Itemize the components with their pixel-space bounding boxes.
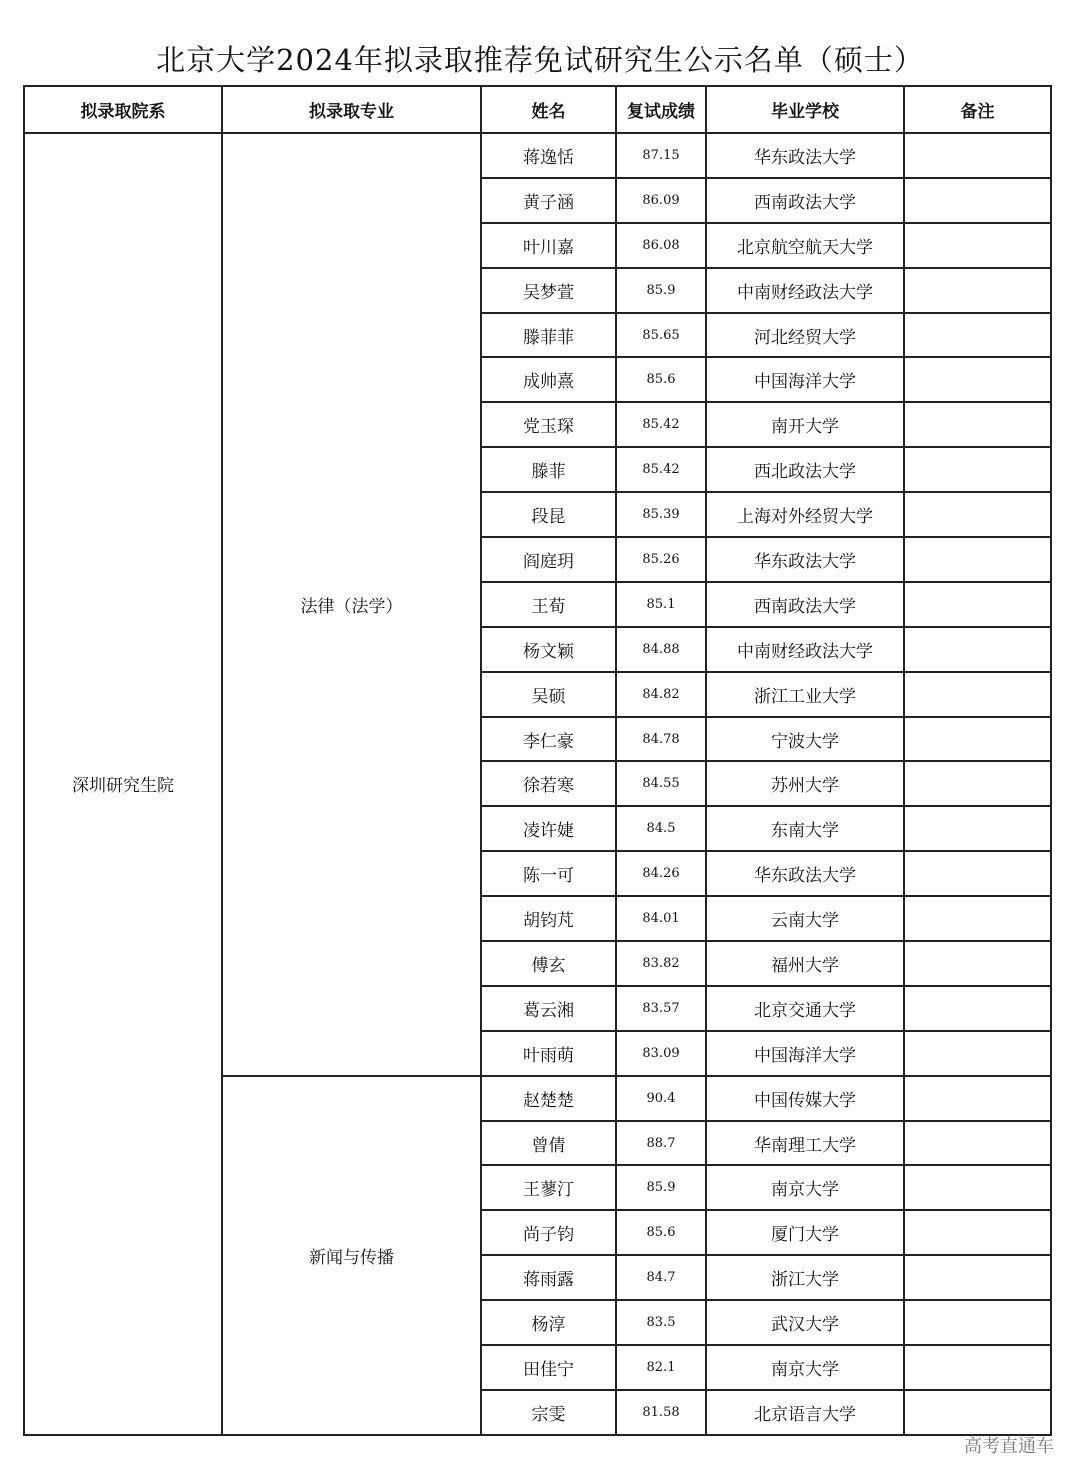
score-cell: 83.5 <box>616 1300 706 1345</box>
note-cell <box>904 986 1051 1031</box>
note-cell <box>904 357 1051 402</box>
school-cell: 浙江大学 <box>706 1255 904 1300</box>
score-cell: 84.7 <box>616 1255 706 1300</box>
student-name-cell: 杨文颖 <box>481 627 616 672</box>
student-name-cell: 滕菲菲 <box>481 313 616 358</box>
score-cell: 85.26 <box>616 537 706 582</box>
score-cell: 87.15 <box>616 133 706 178</box>
school-cell: 北京交通大学 <box>706 986 904 1031</box>
header-note: 备注 <box>904 86 1051 133</box>
school-cell: 西南政法大学 <box>706 582 904 627</box>
student-name-cell: 党玉琛 <box>481 402 616 447</box>
watermark: 高考直通车 <box>964 1436 1054 1457</box>
student-name-cell: 吴梦萱 <box>481 268 616 313</box>
school-cell: 中国海洋大学 <box>706 357 904 402</box>
note-cell <box>904 133 1051 178</box>
student-name-cell: 傅玄 <box>481 941 616 986</box>
header-score: 复试成绩 <box>616 86 706 133</box>
note-cell <box>904 941 1051 986</box>
note-cell <box>904 447 1051 492</box>
school-cell: 中南财经政法大学 <box>706 627 904 672</box>
note-cell <box>904 178 1051 223</box>
student-name-cell: 蒋逸恬 <box>481 133 616 178</box>
note-cell <box>904 1345 1051 1390</box>
note-cell <box>904 627 1051 672</box>
note-cell <box>904 672 1051 717</box>
school-cell: 河北经贸大学 <box>706 313 904 358</box>
school-cell: 中国海洋大学 <box>706 1031 904 1076</box>
score-cell: 84.5 <box>616 806 706 851</box>
note-cell <box>904 896 1051 941</box>
score-cell: 86.09 <box>616 178 706 223</box>
note-cell <box>904 1390 1051 1435</box>
student-name-cell: 凌许婕 <box>481 806 616 851</box>
school-cell: 中国传媒大学 <box>706 1076 904 1121</box>
note-cell <box>904 313 1051 358</box>
note-cell <box>904 582 1051 627</box>
note-cell <box>904 1076 1051 1121</box>
student-name-cell: 成帅熹 <box>481 357 616 402</box>
school-cell: 苏州大学 <box>706 761 904 806</box>
table-row <box>24 133 1051 178</box>
note-cell <box>904 268 1051 313</box>
student-name-cell: 滕菲 <box>481 447 616 492</box>
note-cell <box>904 806 1051 851</box>
school-cell: 南京大学 <box>706 1165 904 1210</box>
header-school: 毕业学校 <box>706 86 904 133</box>
note-cell <box>904 402 1051 447</box>
student-name-cell: 田佳宁 <box>481 1345 616 1390</box>
score-cell: 85.9 <box>616 268 706 313</box>
student-name-cell: 蒋雨露 <box>481 1255 616 1300</box>
score-cell: 85.9 <box>616 1165 706 1210</box>
school-cell: 宁波大学 <box>706 717 904 762</box>
school-cell: 南开大学 <box>706 402 904 447</box>
score-cell: 84.01 <box>616 896 706 941</box>
score-cell: 81.58 <box>616 1390 706 1435</box>
header-name: 姓名 <box>481 86 616 133</box>
student-name-cell: 王荀 <box>481 582 616 627</box>
student-name-cell: 赵楚楚 <box>481 1076 616 1121</box>
table-body <box>24 133 1051 1435</box>
score-cell: 84.26 <box>616 851 706 896</box>
student-name-cell: 曾倩 <box>481 1121 616 1166</box>
note-cell <box>904 1255 1051 1300</box>
page-title: 北京大学2024年拟录取推荐免试研究生公示名单（硕士） <box>156 43 924 77</box>
student-name-cell: 黄子涵 <box>481 178 616 223</box>
department-cell: 深圳研究生院 <box>24 133 222 1435</box>
note-cell <box>904 717 1051 762</box>
header-department: 拟录取院系 <box>24 86 222 133</box>
score-cell: 84.82 <box>616 672 706 717</box>
score-cell: 84.88 <box>616 627 706 672</box>
major-cell: 法律（法学） <box>222 133 481 1076</box>
note-cell <box>904 537 1051 582</box>
score-cell: 85.1 <box>616 582 706 627</box>
score-cell: 85.39 <box>616 492 706 537</box>
school-cell: 华东政法大学 <box>706 851 904 896</box>
score-cell: 85.6 <box>616 357 706 402</box>
major-cell: 新闻与传播 <box>222 1076 481 1435</box>
score-cell: 88.7 <box>616 1121 706 1166</box>
note-cell <box>904 492 1051 537</box>
note-cell <box>904 223 1051 268</box>
school-cell: 福州大学 <box>706 941 904 986</box>
student-name-cell: 王蓼汀 <box>481 1165 616 1210</box>
note-cell <box>904 761 1051 806</box>
score-cell: 82.1 <box>616 1345 706 1390</box>
school-cell: 上海对外经贸大学 <box>706 492 904 537</box>
student-name-cell: 陈一可 <box>481 851 616 896</box>
header-major: 拟录取专业 <box>222 86 481 133</box>
school-cell: 中南财经政法大学 <box>706 268 904 313</box>
note-cell <box>904 851 1051 896</box>
student-name-cell: 叶雨萌 <box>481 1031 616 1076</box>
table-header-row <box>24 86 1051 133</box>
school-cell: 云南大学 <box>706 896 904 941</box>
score-cell: 85.42 <box>616 402 706 447</box>
score-cell: 90.4 <box>616 1076 706 1121</box>
score-cell: 85.42 <box>616 447 706 492</box>
student-name-cell: 吴硕 <box>481 672 616 717</box>
note-cell <box>904 1121 1051 1166</box>
score-cell: 86.08 <box>616 223 706 268</box>
score-cell: 84.55 <box>616 761 706 806</box>
student-name-cell: 李仁豪 <box>481 717 616 762</box>
score-cell: 85.6 <box>616 1210 706 1255</box>
score-cell: 83.82 <box>616 941 706 986</box>
student-name-cell: 葛云湘 <box>481 986 616 1031</box>
school-cell: 西南政法大学 <box>706 178 904 223</box>
school-cell: 厦门大学 <box>706 1210 904 1255</box>
school-cell: 华东政法大学 <box>706 133 904 178</box>
school-cell: 华东政法大学 <box>706 537 904 582</box>
admission-table <box>23 85 1052 1436</box>
score-cell: 85.65 <box>616 313 706 358</box>
school-cell: 浙江工业大学 <box>706 672 904 717</box>
student-name-cell: 阎庭玥 <box>481 537 616 582</box>
student-name-cell: 尚子钧 <box>481 1210 616 1255</box>
school-cell: 北京航空航天大学 <box>706 223 904 268</box>
school-cell: 北京语言大学 <box>706 1390 904 1435</box>
school-cell: 武汉大学 <box>706 1300 904 1345</box>
student-name-cell: 叶川嘉 <box>481 223 616 268</box>
student-name-cell: 胡钧芃 <box>481 896 616 941</box>
score-cell: 83.57 <box>616 986 706 1031</box>
student-name-cell: 段昆 <box>481 492 616 537</box>
student-name-cell: 徐若寒 <box>481 761 616 806</box>
student-name-cell: 宗雯 <box>481 1390 616 1435</box>
score-cell: 83.09 <box>616 1031 706 1076</box>
score-cell: 84.78 <box>616 717 706 762</box>
note-cell <box>904 1210 1051 1255</box>
school-cell: 华南理工大学 <box>706 1121 904 1166</box>
note-cell <box>904 1165 1051 1210</box>
student-name-cell: 杨淳 <box>481 1300 616 1345</box>
school-cell: 西北政法大学 <box>706 447 904 492</box>
note-cell <box>904 1300 1051 1345</box>
school-cell: 南京大学 <box>706 1345 904 1390</box>
note-cell <box>904 1031 1051 1076</box>
school-cell: 东南大学 <box>706 806 904 851</box>
